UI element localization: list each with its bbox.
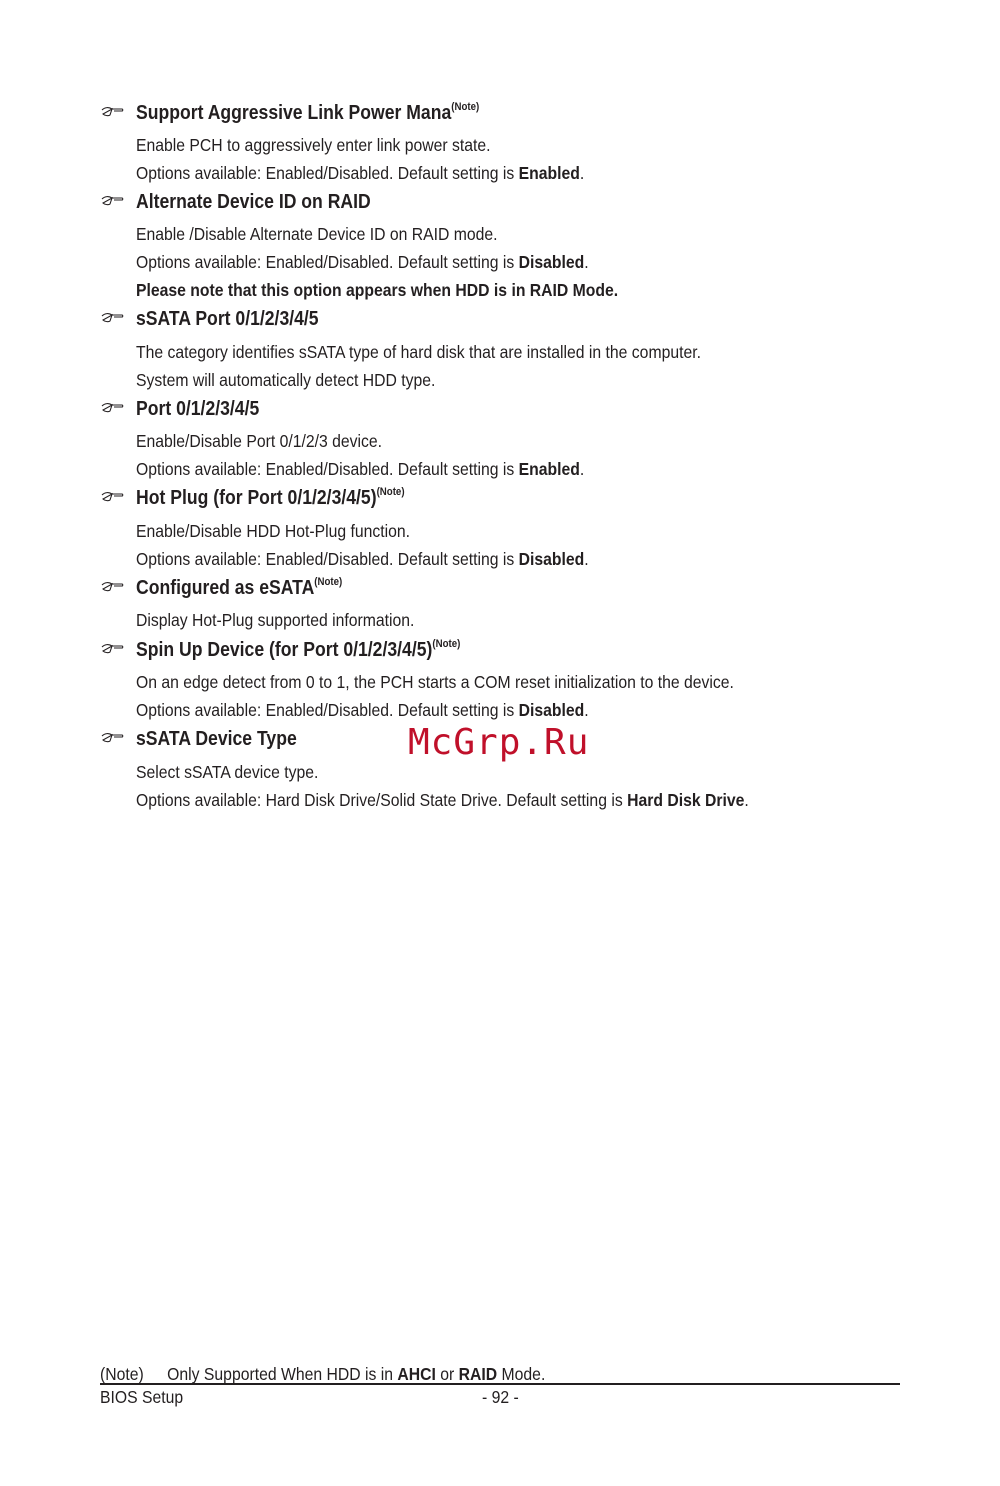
footer-section-title: BIOS Setup — [100, 1387, 184, 1407]
item-title: Port 0/1/2/3/4/5 — [136, 398, 260, 420]
item-title: Alternate Device ID on RAID — [136, 191, 371, 213]
item-description: Enable/Disable HDD Hot-Plug function. — [136, 521, 411, 541]
pointing-hand-icon — [100, 310, 124, 324]
item-description: Enable PCH to aggressively enter link power state. — [136, 135, 491, 155]
pointing-hand-icon — [100, 730, 124, 744]
item-title: Spin Up Device (for Port 0/1/2/3/4/5)$^{(Note)}$ — [136, 638, 461, 661]
pointing-hand-icon — [100, 400, 124, 414]
watermark: McGrp.Ru — [408, 722, 590, 763]
item-description: Enable/Disable Port 0/1/2/3 device. — [136, 431, 383, 451]
item-description: Display Hot-Plug supported information. — [136, 610, 415, 630]
item-description: Enable /Disable Alternate Device ID on RAID mode. — [136, 224, 498, 244]
page-number: - 92 - — [482, 1387, 519, 1407]
note-marker: (Note) — [451, 101, 480, 113]
entry-alternate-device-id — [100, 189, 900, 219]
pointing-hand-icon — [100, 489, 124, 503]
entry-configured-as-esata — [100, 575, 900, 605]
item-options: Options available: Enabled/Disabled. Default setting is Enabled. — [136, 459, 585, 479]
pointing-hand-icon — [100, 641, 124, 655]
footnote: (Note) Only Supported When HDD is in AHCI or RAID Mode. — [100, 1364, 546, 1384]
item-options: Options available: Hard Disk Drive/Solid State Drive. Default setting is Hard Disk Drive. — [136, 790, 749, 810]
pointing-hand-icon — [100, 193, 124, 207]
item-description: On an edge detect from 0 to 1, the PCH starts a COM reset initialization to the device. — [136, 672, 734, 692]
entry-ssata-port — [100, 306, 900, 336]
item-description: Select sSATA device type. — [136, 762, 319, 782]
footer-rule — [100, 1383, 900, 1385]
item-title: sSATA Port 0/1/2/3/4/5 — [136, 308, 319, 330]
item-description: The category identifies sSATA type of hard disk that are installed in the computer. — [136, 342, 701, 362]
item-title: Configured as eSATA$^{(Note)}$ — [136, 576, 343, 599]
entry-port — [100, 396, 900, 426]
item-options: Options available: Enabled/Disabled. Default setting is Disabled. — [136, 549, 589, 569]
item-title: Hot Plug (for Port 0/1/2/3/4/5)$^{(Note)}$ — [136, 486, 405, 509]
item-options: Options available: Enabled/Disabled. Default setting is Enabled. — [136, 163, 585, 183]
note-marker: (Note) — [376, 486, 405, 498]
item-options: Options available: Enabled/Disabled. Default setting is Disabled. — [136, 252, 589, 272]
item-title: sSATA Device Type — [136, 728, 297, 750]
note-marker: (Note) — [314, 576, 343, 588]
entry-hot-plug — [100, 485, 900, 515]
note-marker: (Note) — [432, 638, 461, 650]
entry-support-aggressive-link-power — [100, 100, 900, 130]
pointing-hand-icon — [100, 104, 124, 118]
item-remark: Please note that this option appears when HDD is in RAID Mode. — [136, 280, 619, 300]
item-description: System will automatically detect HDD type. — [136, 370, 436, 390]
entry-spin-up-device — [100, 637, 900, 667]
footnote-label: (Note) — [100, 1364, 144, 1384]
pointing-hand-icon — [100, 579, 124, 593]
item-options: Options available: Enabled/Disabled. Default setting is Disabled. — [136, 700, 589, 720]
item-title: Support Aggressive Link Power Mana$^{(Note)}$ — [136, 101, 480, 124]
